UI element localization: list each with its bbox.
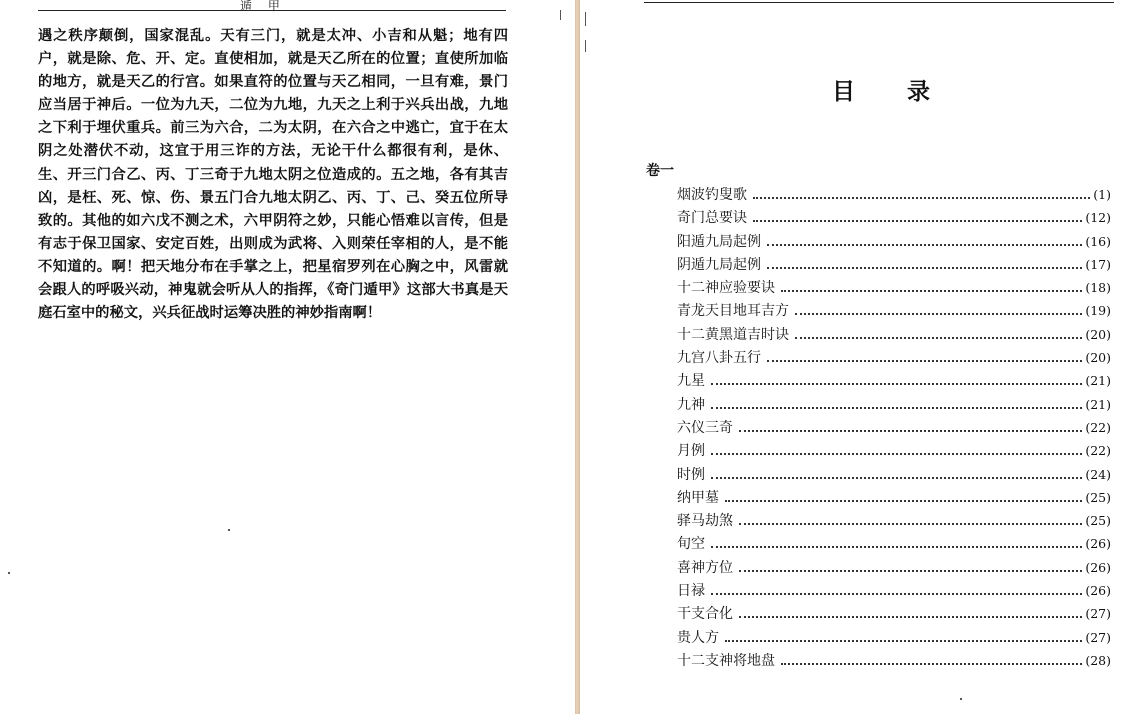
toc-page-number: (16): [1085, 233, 1111, 249]
toc-page-number: (26): [1085, 583, 1111, 599]
toc-leader-dots: [739, 570, 1082, 572]
toc-entry-title: 烟波钓叟歌: [677, 187, 747, 203]
toc-page-number: (21): [1085, 373, 1111, 389]
toc-entry-title: 十二神应验要诀: [677, 280, 775, 297]
toc-leader-dots: [739, 523, 1082, 525]
toc-page-number: (20): [1085, 326, 1111, 342]
toc-entry-title: 奇门总要诀: [677, 210, 747, 227]
toc-page-number: (22): [1085, 419, 1111, 435]
toc-entry-title: 十二支神将地盘: [677, 652, 775, 669]
toc-leader-dots: [753, 197, 1090, 199]
toc-entry-title: 阳遁九局起例: [677, 233, 761, 250]
toc-entry: [677, 300, 1111, 323]
toc-page-number: (1): [1093, 187, 1111, 202]
toc-entry: [677, 603, 1111, 626]
toc-entry: [677, 207, 1111, 230]
toc-entry-title: 时例: [677, 466, 705, 483]
toc-entry-title: 旬空: [677, 536, 705, 553]
toc-page-number: (25): [1085, 489, 1111, 505]
toc-leader-dots: [767, 360, 1082, 362]
scan-speck: [560, 10, 561, 20]
toc-entry: [677, 627, 1111, 650]
toc-entry: [677, 324, 1111, 347]
toc-entry: [677, 394, 1111, 417]
toc-leader-dots: [795, 337, 1082, 339]
toc-leader-dots: [711, 383, 1082, 385]
toc-page-number: (21): [1085, 396, 1111, 412]
toc-leader-dots: [795, 313, 1082, 315]
toc-page-number: (26): [1085, 536, 1111, 552]
scan-speck: [585, 40, 586, 52]
toc-leader-dots: [725, 500, 1082, 502]
header-rule: [644, 2, 1114, 3]
toc-page-number: (28): [1085, 652, 1111, 668]
toc-leader-dots: [711, 477, 1082, 479]
scan-speck: [585, 12, 586, 26]
toc-entry-title: 纳甲墓: [677, 489, 719, 506]
toc-entry-title: 干支合化: [677, 606, 733, 623]
toc-leader-dots: [753, 220, 1082, 222]
toc-leader-dots: [725, 640, 1082, 642]
toc-page-number: (20): [1085, 350, 1111, 366]
toc-leader-dots: [739, 430, 1082, 432]
toc-entry: [677, 580, 1111, 603]
toc-entry: [677, 184, 1111, 207]
toc-entry-title: 日禄: [677, 583, 705, 600]
toc-leader-dots: [711, 407, 1082, 409]
toc-entry: [677, 533, 1111, 556]
toc-entry: [677, 557, 1111, 580]
running-header: 遁 甲: [240, 0, 286, 13]
toc-entry-title: 月例: [677, 443, 705, 460]
toc-entry: [677, 440, 1111, 463]
toc-entry-title: 驿马劫煞: [677, 513, 733, 530]
scan-speck: [960, 698, 962, 700]
toc-leader-dots: [767, 267, 1082, 269]
volume-label: 卷一: [646, 163, 674, 179]
toc-leader-dots: [781, 663, 1082, 665]
toc-entry: [677, 347, 1111, 370]
toc-entry-title: 贵人方: [677, 629, 719, 646]
toc-entry-title: 六仪三奇: [677, 419, 733, 436]
toc-leader-dots: [711, 453, 1082, 455]
toc-page-number: (17): [1085, 256, 1111, 272]
toc-page-number: (27): [1085, 629, 1111, 645]
toc-leader-dots: [767, 244, 1082, 246]
scan-speck: [8, 572, 10, 574]
toc-entry-title: 喜神方位: [677, 559, 733, 576]
toc-entry-title: 九宫八卦五行: [677, 350, 761, 367]
toc-page-number: (26): [1085, 559, 1111, 575]
toc-leader-dots: [781, 290, 1082, 292]
toc-list: [677, 184, 1111, 673]
toc-leader-dots: [711, 593, 1082, 595]
toc-entry: [677, 510, 1111, 533]
toc-leader-dots: [739, 616, 1082, 618]
body-paragraph: 遇之秩序颠倒，国家混乱。天有三门，就是太冲、小吉和从魁；地有四户，就是除、危、开、定。直使相加，就是天乙所在的位置；直使所加临的地方，就是天乙的行宫。如果直符的位置与天乙相同，一旦有难，景门应当居于神后。一位为九天，二位为九地，九天之上利于兴兵出战，九地之下利于埋伏重兵。前三为六合，二为太阴，在六合之中逃亡，宜于在太阴之处潜伏不动，这宜于用三诈的方法，无论干什么都很有利，是休、生、开三门合乙、丙、丁三奇于九地太阴之位造成的。五之地，各有其吉凶，是枉、死、惊、伤、景五门合九地太阴乙、丙、丁、己、癸五位所导致的。其他的如六戊不测之术，六甲阴符之妙，只能心悟难以言传，但是有志于保卫国家、安定百姓，出则成为武将、入则荣任宰相的人，是不能不知道的。啊！把天地分布在手掌之上，把星宿罗列在心胸之中，风雷就会跟人的呼吸兴动，神鬼就会听从人的指挥，《奇门遁甲》这部大书真是天庭石室中的秘文，兴兵征战时运筹决胜的神妙指南啊！: [38, 28, 508, 322]
toc-page-number: (27): [1085, 606, 1111, 622]
toc-entry: [677, 487, 1111, 510]
toc-entry-title: 阴遁九局起例: [677, 256, 761, 273]
toc-entry: [677, 417, 1111, 440]
toc-entry: [677, 231, 1111, 254]
scan-speck: [228, 529, 230, 531]
toc-page-number: (12): [1085, 210, 1111, 226]
toc-entry-title: 九星: [677, 373, 705, 390]
toc-entry: [677, 277, 1111, 300]
toc-page-number: (25): [1085, 513, 1111, 529]
toc-title: 目录: [832, 78, 982, 105]
toc-entry-title: 青龙天目地耳吉方: [677, 303, 789, 320]
toc-entry: [677, 464, 1111, 487]
toc-entry-title: 十二黄黑道吉时诀: [677, 326, 789, 343]
right-page: [580, 0, 1137, 714]
toc-entry: [677, 254, 1111, 277]
toc-entry: [677, 370, 1111, 393]
toc-page-number: (19): [1085, 303, 1111, 319]
toc-leader-dots: [711, 546, 1082, 548]
toc-entry: [677, 650, 1111, 673]
toc-page-number: (22): [1085, 443, 1111, 459]
toc-page-number: (18): [1085, 280, 1111, 296]
toc-entry-title: 九神: [677, 396, 705, 413]
toc-page-number: (24): [1085, 466, 1111, 482]
